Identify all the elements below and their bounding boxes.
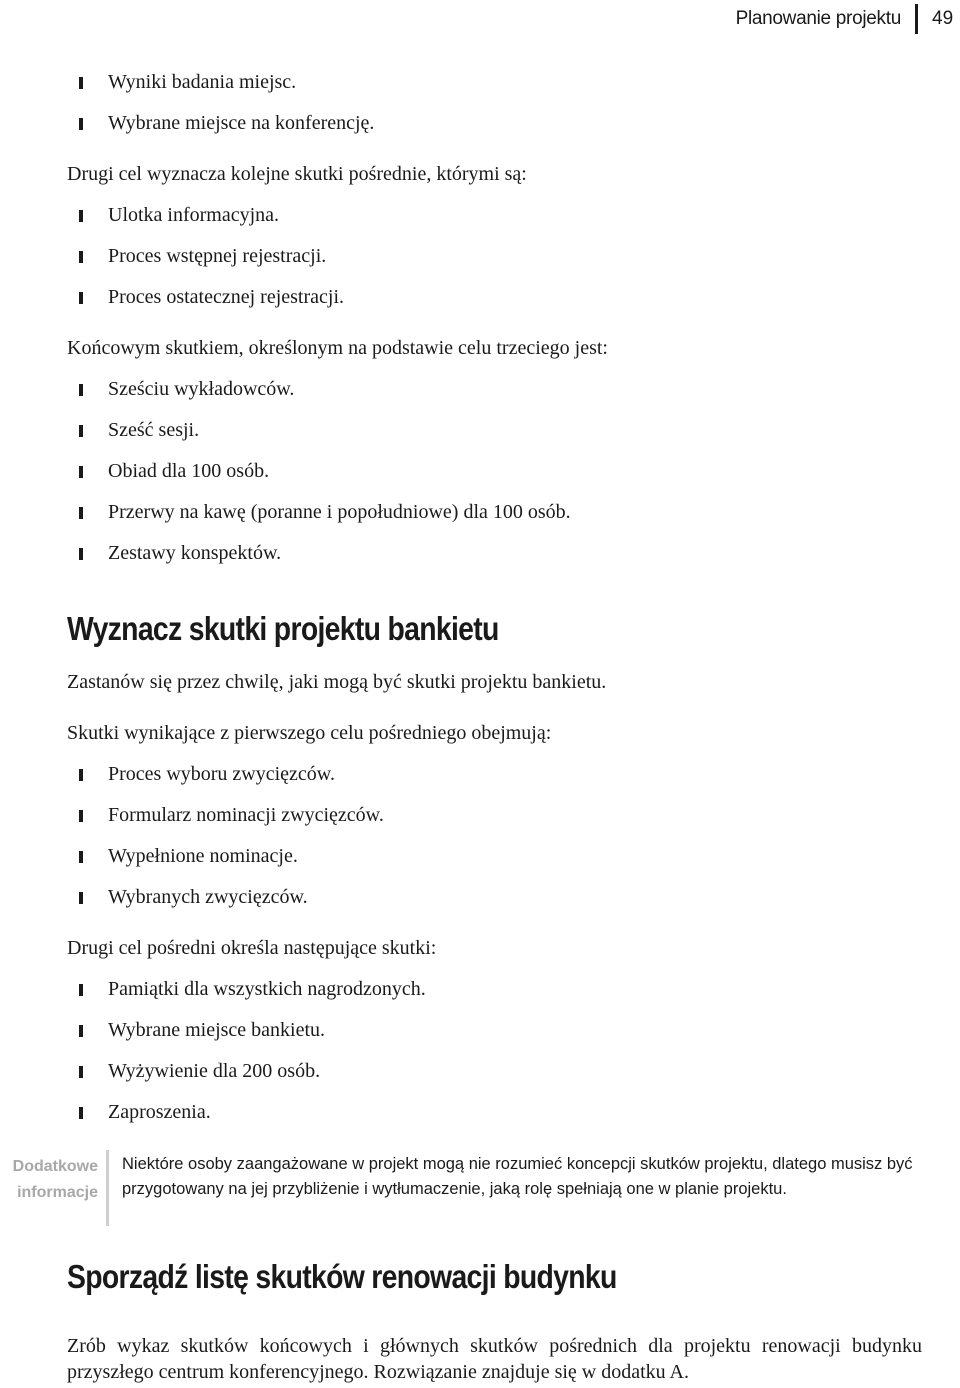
bullet-marker-icon bbox=[79, 1025, 83, 1037]
header-title: Planowanie projektu bbox=[735, 8, 901, 29]
bullet-text: Zaproszenia. bbox=[108, 1101, 211, 1123]
bullet-marker-icon bbox=[79, 210, 83, 222]
bullet-marker-icon bbox=[79, 769, 83, 781]
note-text: Niektóre osoby zaangażowane w projekt mogą nie rozumieć koncepcji skutków projektu, dlatego musisz być przygotowany na jej przybliżenie i wytłumaczenie, jaką rolę spełniają one w planie projektu. bbox=[122, 1155, 913, 1198]
paragraph: Skutki wynikające z pierwszego celu pośredniego obejmują: bbox=[67, 722, 552, 744]
bullet-text: Wyniki badania miejsc. bbox=[108, 71, 297, 93]
bullet-marker-icon bbox=[79, 1066, 83, 1078]
bullet-item bbox=[67, 1092, 927, 1133]
bullet-item bbox=[67, 103, 927, 144]
bullet-text: Obiad dla 100 osób. bbox=[108, 460, 270, 482]
page-number: 49 bbox=[932, 8, 954, 29]
bullet-item bbox=[67, 277, 927, 318]
bullet-item bbox=[67, 836, 927, 877]
note-label bbox=[0, 1154, 98, 1206]
bullet-item bbox=[67, 533, 927, 574]
paragraph: Końcowym skutkiem, określonym na podstawie celu trzeciego jest: bbox=[67, 337, 608, 359]
bullet-text: Wybranych zwycięzców. bbox=[108, 886, 308, 908]
bullet-marker-icon bbox=[79, 984, 83, 996]
bullet-text: Wybrane miejsce na konferencję. bbox=[108, 112, 375, 134]
bullet-marker-icon bbox=[79, 77, 83, 89]
bullet-marker-icon bbox=[79, 118, 83, 130]
note-label-line-1: Dodatkowe bbox=[12, 1158, 98, 1175]
bullet-item bbox=[67, 236, 927, 277]
paragraph: Drugi cel pośredni określa następujące skutki: bbox=[67, 937, 437, 959]
bullet-text: Pamiątki dla wszystkich nagrodzonych. bbox=[108, 978, 426, 1000]
bullet-item bbox=[67, 492, 927, 533]
bullet-item bbox=[67, 195, 927, 236]
bullet-item bbox=[67, 795, 927, 836]
bullet-marker-icon bbox=[79, 892, 83, 904]
note-label-line-2: informacje bbox=[17, 1184, 98, 1201]
running-header bbox=[736, 4, 960, 34]
bullet-text: Wyżywienie dla 200 osób. bbox=[108, 1060, 321, 1082]
bullet-text: Proces ostatecznej rejestracji. bbox=[108, 286, 344, 308]
bullet-marker-icon bbox=[79, 251, 83, 263]
bullet-item bbox=[67, 969, 927, 1010]
bullet-text: Sześć sesji. bbox=[108, 419, 200, 441]
info-note bbox=[0, 1148, 960, 1228]
bullet-item bbox=[67, 754, 927, 795]
section-heading-renovation: Sporządź listę skutków renowacji budynku bbox=[67, 1258, 617, 1295]
bullet-item bbox=[67, 410, 927, 451]
bullet-text: Proces wstępnej rejestracji. bbox=[108, 245, 327, 267]
bullet-marker-icon bbox=[79, 384, 83, 396]
bullet-marker-icon bbox=[79, 425, 83, 437]
bullet-item bbox=[67, 1051, 927, 1092]
bullet-text: Sześciu wykładowców. bbox=[108, 378, 295, 400]
main-content bbox=[67, 62, 927, 1133]
bullet-text: Zestawy konspektów. bbox=[108, 542, 282, 564]
bullet-text: Ulotka informacyjna. bbox=[108, 204, 280, 226]
bullet-marker-icon bbox=[79, 466, 83, 478]
bullet-item bbox=[67, 877, 927, 918]
bullet-marker-icon bbox=[79, 810, 83, 822]
bullet-text: Wybrane miejsce bankietu. bbox=[108, 1019, 326, 1041]
section-paragraph-renovation: Zrób wykaz skutków końcowych i głównych skutków pośrednich dla projektu renowacji budynku przyszłego centrum konferencyjnego. Rozwiązanie znajduje się w dodatku A. bbox=[67, 1335, 922, 1383]
bullet-item bbox=[67, 451, 927, 492]
bullet-marker-icon bbox=[79, 507, 83, 519]
bullet-marker-icon bbox=[79, 292, 83, 304]
bullet-marker-icon bbox=[79, 851, 83, 863]
bullet-text: Wypełnione nominacje. bbox=[108, 845, 298, 867]
bullet-marker-icon bbox=[79, 548, 83, 560]
section-heading: Wyznacz skutki projektu bankietu bbox=[67, 610, 499, 647]
bullet-item bbox=[67, 62, 927, 103]
bullet-text: Proces wyboru zwycięzców. bbox=[108, 763, 335, 785]
bullet-item bbox=[67, 369, 927, 410]
paragraph: Zastanów się przez chwilę, jaki mogą być skutki projektu bankietu. bbox=[67, 671, 607, 693]
bullet-item bbox=[67, 1010, 927, 1051]
bullet-text: Formularz nominacji zwycięzców. bbox=[108, 804, 384, 826]
paragraph: Drugi cel wyznacza kolejne skutki pośrednie, którymi są: bbox=[67, 163, 527, 185]
bullet-marker-icon bbox=[79, 1107, 83, 1119]
bullet-text: Przerwy na kawę (poranne i popołudniowe) dla 100 osób. bbox=[108, 501, 571, 523]
note-divider bbox=[106, 1150, 109, 1226]
header-divider bbox=[915, 4, 918, 34]
